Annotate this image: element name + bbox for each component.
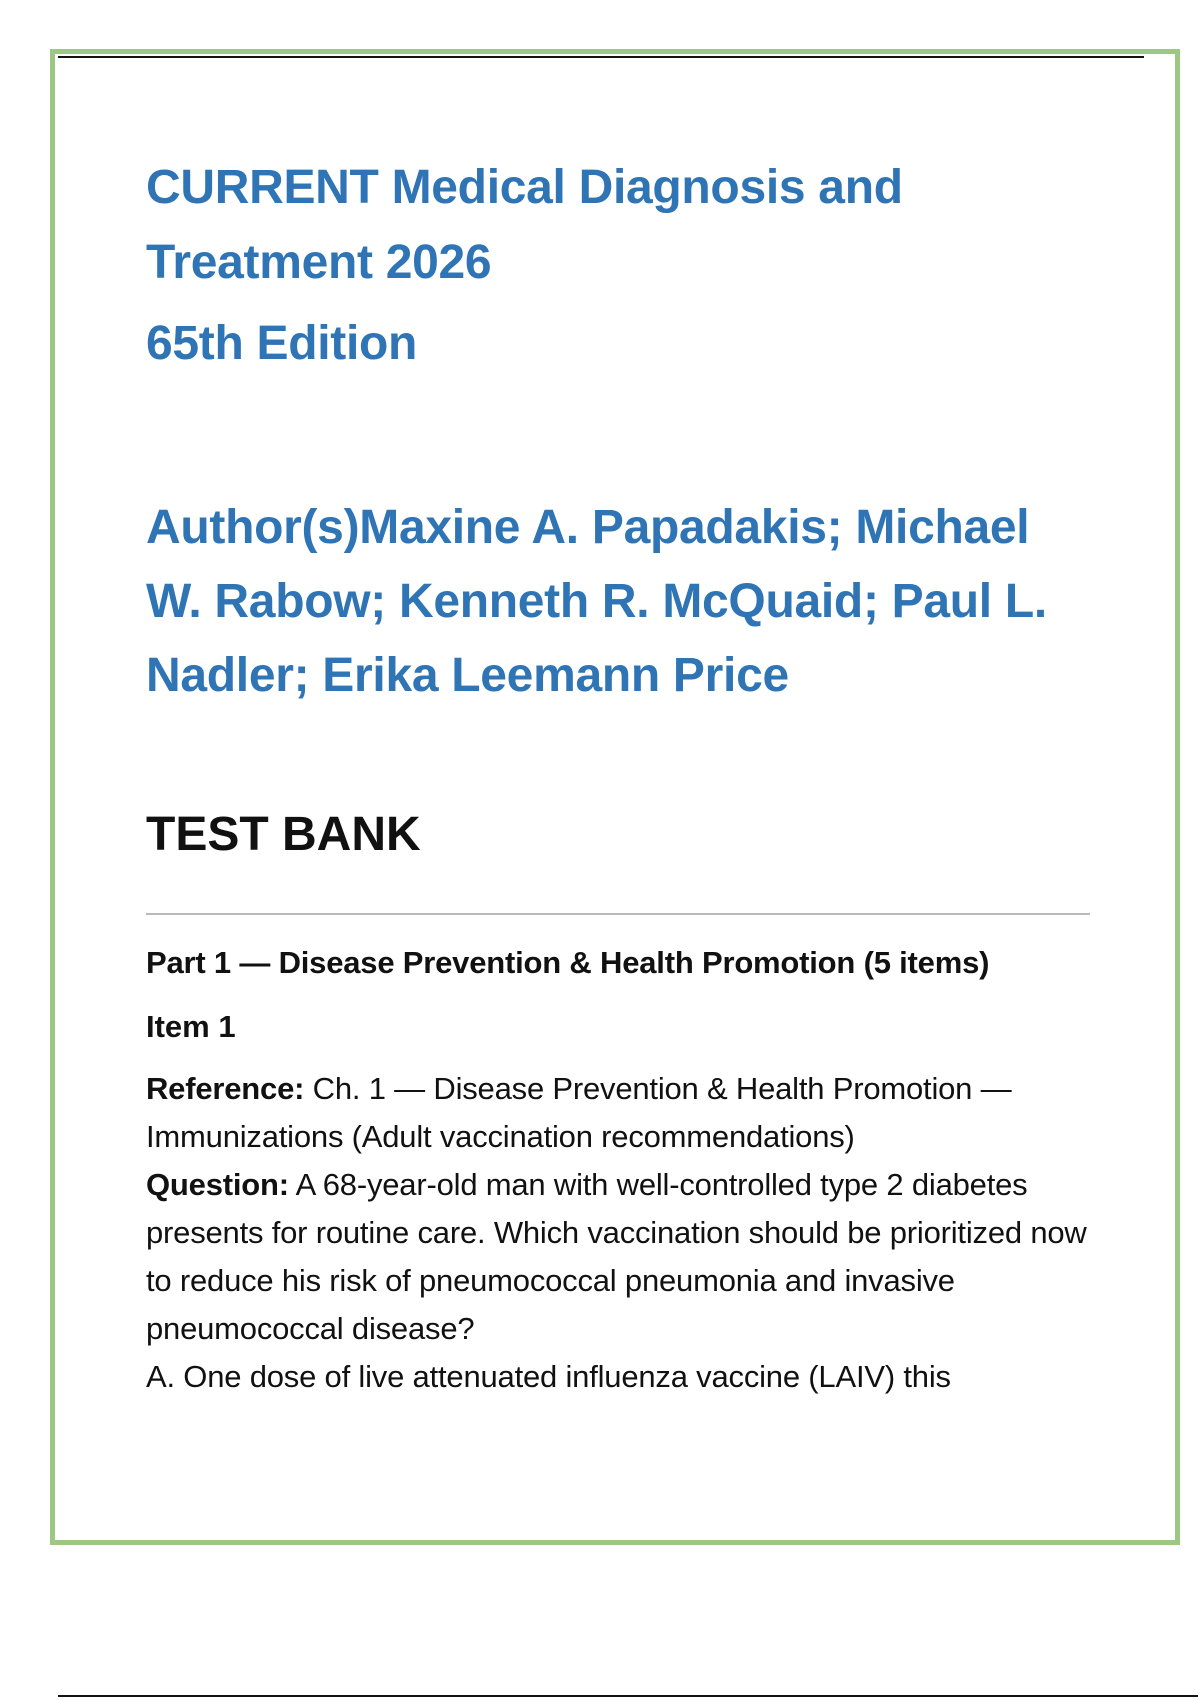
section-divider xyxy=(146,913,1090,915)
question-paragraph xyxy=(146,1161,1096,1353)
page-content xyxy=(146,150,1096,1401)
authors xyxy=(146,491,1096,713)
authors-line-3: Nadler; Erika Leemann Price xyxy=(146,649,789,702)
part-heading: Part 1 — Disease Prevention & Health Promotion (5 items) xyxy=(146,945,990,980)
book-title-line-2: Treatment 2026 xyxy=(146,236,492,289)
authors-line-2: W. Rabow; Kenneth R. McQuaid; Paul L. xyxy=(146,575,1047,628)
test-bank-heading: TEST BANK xyxy=(146,808,421,861)
reference-paragraph xyxy=(146,1065,1096,1161)
question-text: A 68-year-old man with well-controlled type 2 diabetes presents for routine care. Which vaccination should be prioritized now to reduce his risk of pneumococcal pneumonia and invasive pneumococcal disease? xyxy=(146,1167,1087,1346)
authors-line-1: Author(s)Maxine A. Papadakis; Michael xyxy=(146,501,1030,554)
edition: 65th Edition xyxy=(146,317,418,370)
bottom-rule xyxy=(58,1695,1198,1697)
book-title-line-1: CURRENT Medical Diagnosis and xyxy=(146,161,903,214)
item-heading: Item 1 xyxy=(146,1009,236,1044)
option-a: A. One dose of live attenuated influenza vaccine (LAIV) this xyxy=(146,1359,951,1394)
reference-text: Ch. 1 — Disease Prevention & Health Promotion — Immunizations (Adult vaccination recommendations) xyxy=(146,1071,1012,1154)
reference-label: Reference: xyxy=(146,1071,305,1106)
question-label: Question: xyxy=(146,1167,289,1202)
